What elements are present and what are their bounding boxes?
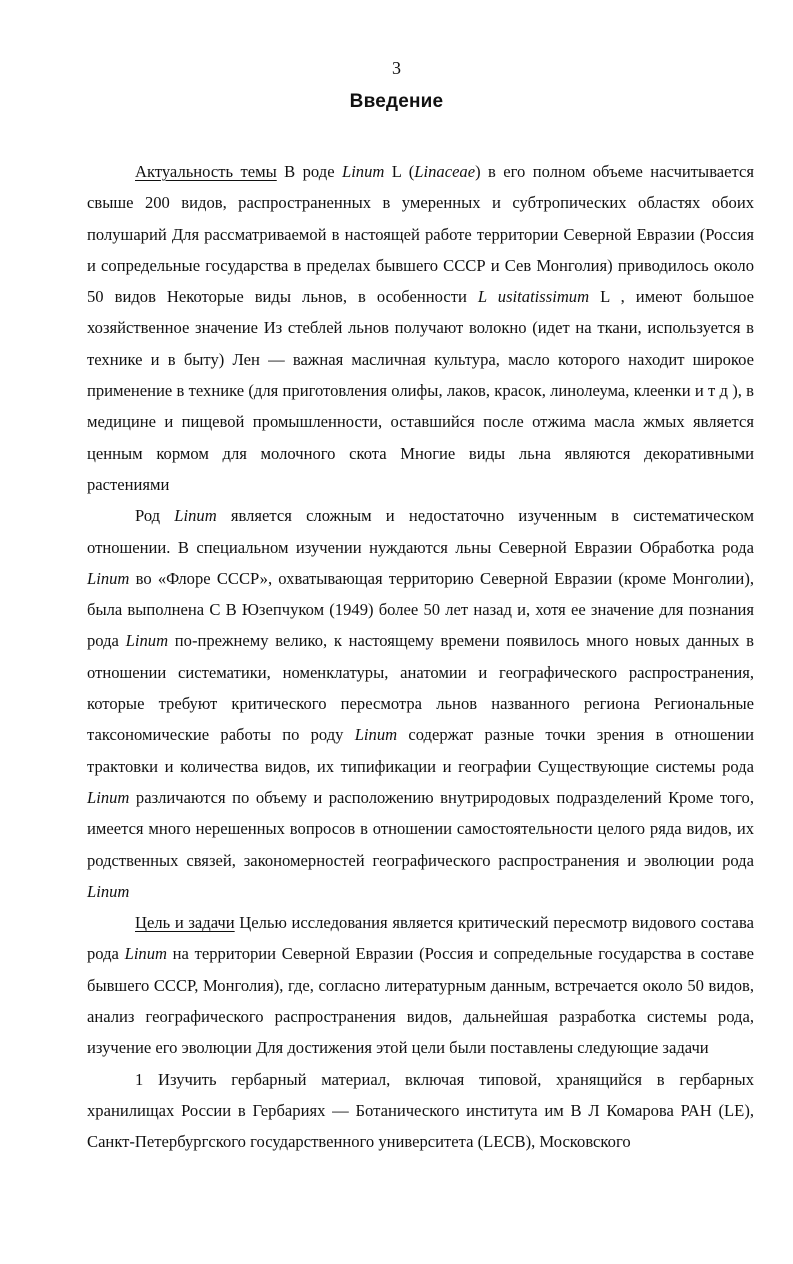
text-run: является сложным и недостаточно изученным в систематическом отношении. В специальном изучении нуждаются льны Северной Евразии Обработка рода [87,506,754,557]
paragraph-taxonomy [87,500,754,907]
text-run: ) в его полном объеме насчитывается свыше 200 видов, распространенных в умеренных и субтропических областях обоих полушарий Для рассматриваемой в настоящей работе территории Северной Евразии (Россия и сопредельные государства в пределах бывшего СССР и Сев Монголия) приводилось около 50 видов Некоторые виды льнов, в особенности [87,162,754,307]
text-run: В роде [276,162,342,181]
text-run: Целью исследования является критический пересмотр видового состава рода [87,913,754,964]
text-run: по-прежнему велико, к настоящему времени появилось много новых данных в отношении систематики, номенклатуры, анатомии и географического распространения, которые требуют критического пересмотра льнов названного региона Региональные таксономические работы по роду [87,631,754,745]
page-number: 3 [392,58,401,78]
text-run: 1 Изучить гербарный материал, включая типовой, хранящийся в гербарных хранилищах России в Гербариях — Ботанического института им В Л Комарова РАН (LE), Санкт-Петербургского государственного университета (LECB), Московского [87,1069,754,1152]
text-run: различаются по объему и расположению внутриродовых подразделений Кроме того, имеется много нерешенных вопросов в отношении самостоятельности целого ряда видов, их родственных связей, закономерностей географического распространения и эволюции рода [87,787,754,870]
genus-name: Linum [341,162,385,181]
paragraph-goals [87,907,754,1063]
paragraph-task-1 [87,1064,754,1158]
text-run: содержат разные точки зрения в отношении трактовки и количества видов, их типификации и географии Существующие системы рода [87,725,754,776]
paragraph-relevance [87,156,754,500]
text-run: L , имеют большое хозяйственное значение Из стеблей льнов получают волокно (идет на ткани, используется в технике и в быту) Лен — важная масличная культура, масло которого находит широкое применение в технике (для приготовления олифы, лаков, красок, линолеума, клеенки и т д ), в медицине и пищевой промышленности, оставшийся после отжима масла жмых является ценным кормом для молочного скота Многие виды льна являются декоративными растениями [87,287,755,494]
genus-name: Linum [125,631,169,651]
relevance-label: Актуальность темы [135,162,277,181]
goals-label: Цель и задачи [135,913,235,933]
genus-name: Linum [354,725,398,745]
body-text [87,156,754,1158]
text-run: L ( [384,162,415,181]
section-heading: Введение [349,91,444,112]
genus-name: Linum [87,568,130,588]
genus-name: Linum [87,787,130,807]
family-name: Linaceae [414,162,476,181]
text-run: во «Флоре СССР», охватывающая территорию Северной Евразии (кроме Монголии), была выполнена С В Юзепчуком (1949) более 50 лет назад и, хотя ее значение для познания рода [87,568,754,651]
genus-name: Linum [174,506,217,526]
species-name: L usitatissimum [477,287,590,307]
text-run: на территории Северной Евразии (Россия и сопредельные государства в составе бывшего СССР, Монголия), где, согласно литературным данным, встречается около 50 видов, анализ географического распространения видов, дальнейшая разработка системы рода, изучение его эволюции Для достижения этой цели были поставлены следующие задачи [87,944,754,1058]
genus-name: Linum [87,881,130,901]
genus-name: Linum [124,944,168,964]
text-run: Род [135,506,175,526]
